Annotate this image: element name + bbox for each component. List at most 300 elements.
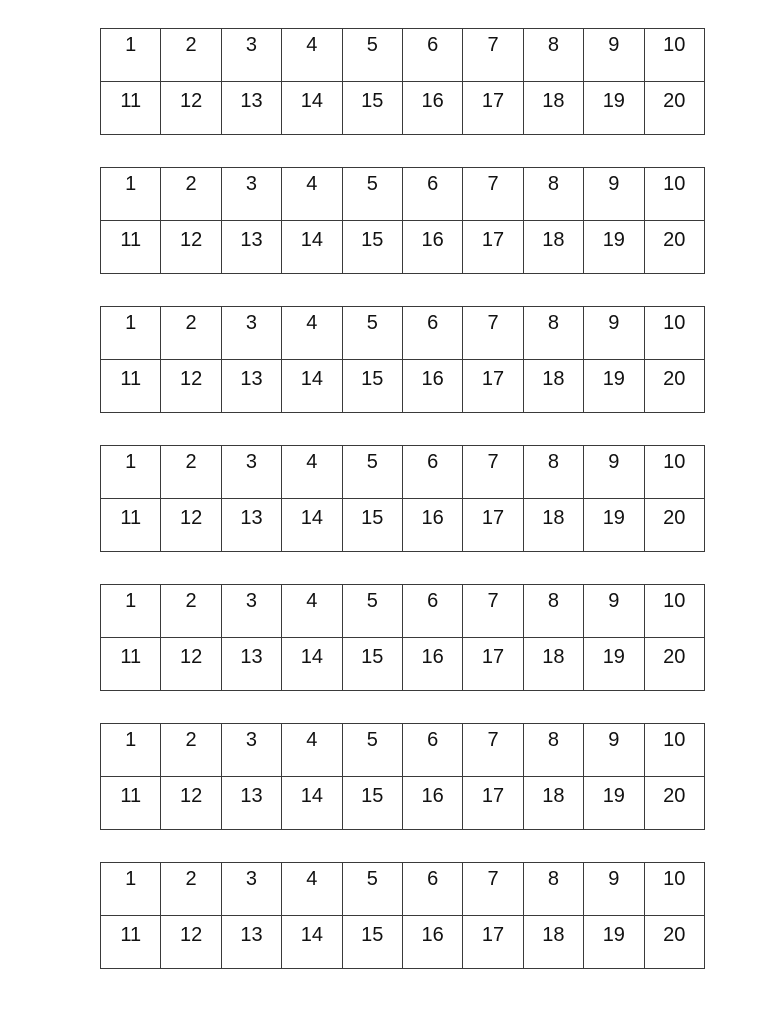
grid-cell — [402, 916, 462, 969]
grid-cell-number: 8 — [547, 729, 559, 751]
grid-cell — [644, 307, 704, 360]
grid-cell — [221, 724, 281, 777]
number-grid-3 — [100, 306, 705, 413]
grid-cell — [282, 446, 342, 499]
grid-cell — [342, 307, 402, 360]
grid-cell — [161, 863, 221, 916]
grid-cell — [282, 360, 342, 413]
grid-cell — [161, 29, 221, 82]
grid-cell — [101, 29, 161, 82]
grid-cell-number: 19 — [602, 229, 625, 251]
grid-cell-number: 5 — [366, 173, 378, 195]
grid-cell — [402, 585, 462, 638]
grid-cell — [463, 82, 523, 135]
grid-cell — [523, 29, 583, 82]
grid-cell — [101, 221, 161, 274]
grid-cell-number: 16 — [421, 507, 444, 529]
grid-cell — [101, 360, 161, 413]
grid-cell — [584, 777, 644, 830]
grid-cell — [282, 724, 342, 777]
grid-cell-number: 6 — [427, 312, 439, 334]
grid-cell — [221, 777, 281, 830]
grid-cell — [523, 360, 583, 413]
grid-row — [101, 360, 705, 413]
number-grid-2 — [100, 167, 705, 274]
grid-cell-number: 7 — [487, 868, 499, 890]
grid-cell — [644, 446, 704, 499]
grid-cell-number: 20 — [663, 507, 686, 529]
grid-cell — [282, 82, 342, 135]
grid-cell-number: 20 — [663, 229, 686, 251]
grid-cell-number: 2 — [185, 173, 197, 195]
grid-cell — [221, 360, 281, 413]
grid-cell — [644, 638, 704, 691]
grid-cell-number: 6 — [427, 34, 439, 56]
grid-cell-number: 5 — [366, 868, 378, 890]
grid-cell-number: 14 — [300, 646, 323, 668]
grid-cell-number: 11 — [120, 646, 142, 668]
grid-cell — [342, 585, 402, 638]
grid-cell-number: 18 — [542, 368, 565, 390]
grid-cell — [644, 29, 704, 82]
grid-cell-number: 9 — [608, 34, 620, 56]
grid-cell — [342, 446, 402, 499]
grid-cell-number: 19 — [602, 785, 625, 807]
grid-cell-number: 6 — [427, 173, 439, 195]
grid-cell-number: 13 — [240, 507, 263, 529]
grid-cell — [101, 638, 161, 691]
grid-cell-number: 3 — [245, 34, 258, 56]
grid-cell-number: 12 — [179, 368, 203, 390]
grid-row — [101, 585, 705, 638]
grid-cell — [282, 863, 342, 916]
grid-cell — [342, 863, 402, 916]
grid-cell-number: 15 — [361, 229, 384, 251]
grid-cell — [342, 29, 402, 82]
grid-cell-number: 11 — [120, 924, 142, 946]
grid-cell-number: 12 — [179, 785, 203, 807]
grid-cell — [342, 168, 402, 221]
grid-cell-number: 13 — [240, 646, 263, 668]
grid-cell — [523, 777, 583, 830]
grid-cell — [523, 168, 583, 221]
grid-cell — [101, 916, 161, 969]
grid-cell — [463, 724, 523, 777]
grid-cell — [161, 777, 221, 830]
grid-cell-number: 4 — [306, 590, 318, 612]
grid-cell-number: 14 — [300, 90, 323, 112]
grid-cell-number: 2 — [185, 34, 197, 56]
grid-cell-number: 20 — [663, 90, 686, 112]
grid-cell — [402, 499, 462, 552]
grid-cell-number: 1 — [125, 451, 137, 473]
grid-cell-number: 16 — [421, 924, 444, 946]
grid-cell — [463, 360, 523, 413]
grid-cell — [342, 777, 402, 830]
grid-cell-number: 19 — [602, 646, 625, 668]
grid-cell-number: 1 — [125, 590, 137, 612]
grid-cell — [644, 916, 704, 969]
grid-cell-number: 5 — [366, 729, 378, 751]
grid-cell-number: 19 — [602, 90, 625, 112]
number-grid-7 — [100, 862, 705, 969]
grid-cell — [342, 916, 402, 969]
grid-cell-number: 6 — [427, 868, 439, 890]
grid-cell-number: 19 — [602, 507, 625, 529]
grid-cell-number: 9 — [608, 312, 620, 334]
grid-cell — [463, 777, 523, 830]
grid-cell — [282, 29, 342, 82]
grid-cell-number: 11 — [120, 507, 142, 529]
grid-cell-number: 4 — [306, 729, 318, 751]
grid-cell-number: 20 — [663, 646, 686, 668]
number-grid-1 — [100, 28, 705, 135]
grid-cell — [644, 585, 704, 638]
grid-cell-number: 10 — [663, 729, 686, 751]
grid-cell — [402, 446, 462, 499]
grid-cell-number: 10 — [663, 451, 686, 473]
grid-cell — [161, 724, 221, 777]
grid-cell — [161, 638, 221, 691]
grid-cell — [161, 307, 221, 360]
grid-cell-number: 13 — [240, 368, 263, 390]
grid-cell — [644, 221, 704, 274]
grid-cell — [282, 307, 342, 360]
grid-cell — [523, 82, 583, 135]
grid-cell — [101, 446, 161, 499]
grid-cell — [463, 446, 523, 499]
grid-cell — [523, 446, 583, 499]
grid-cell-number: 2 — [185, 451, 197, 473]
grid-cell-number: 16 — [421, 368, 444, 390]
grid-cell — [101, 585, 161, 638]
grid-cell-number: 9 — [608, 173, 620, 195]
grid-cell — [402, 638, 462, 691]
grid-cell — [584, 168, 644, 221]
grid-cell — [584, 221, 644, 274]
grid-cell — [101, 168, 161, 221]
grid-cell — [221, 168, 281, 221]
grid-cell — [584, 724, 644, 777]
grid-cell-number: 7 — [487, 173, 499, 195]
grid-cell — [584, 446, 644, 499]
grid-row — [101, 777, 705, 830]
grid-cell-number: 14 — [300, 785, 323, 807]
grid-row — [101, 863, 705, 916]
grid-cell-number: 18 — [542, 924, 565, 946]
grid-cell-number: 8 — [547, 451, 559, 473]
grid-cell-number: 17 — [481, 507, 505, 529]
grid-cell — [282, 777, 342, 830]
grid-cell-number: 11 — [120, 785, 142, 807]
grid-cell-number: 17 — [481, 785, 505, 807]
grid-cell — [463, 29, 523, 82]
grid-cell-number: 15 — [361, 785, 384, 807]
grid-cell — [523, 916, 583, 969]
grid-cell-number: 1 — [125, 34, 137, 56]
grid-cell — [644, 777, 704, 830]
grid-cell — [644, 499, 704, 552]
grid-cell-number: 5 — [366, 312, 378, 334]
grid-cell — [161, 446, 221, 499]
grid-cell-number: 15 — [361, 368, 384, 390]
grid-cell — [463, 863, 523, 916]
grid-cell — [402, 221, 462, 274]
grid-cell — [221, 638, 281, 691]
grid-cell — [101, 777, 161, 830]
grid-cell — [402, 777, 462, 830]
grid-cell — [402, 863, 462, 916]
grid-cell — [221, 916, 281, 969]
grid-cell — [523, 724, 583, 777]
grid-cell-number: 20 — [663, 924, 686, 946]
grid-cell — [221, 221, 281, 274]
grid-cell-number: 18 — [542, 785, 565, 807]
grid-cell-number: 4 — [306, 173, 318, 195]
grid-cell-number: 16 — [421, 785, 444, 807]
grid-cell-number: 11 — [120, 229, 142, 251]
grid-cell-number: 16 — [421, 90, 444, 112]
grid-cell-number: 3 — [245, 173, 258, 195]
grid-cell-number: 15 — [361, 924, 384, 946]
grid-cell — [584, 638, 644, 691]
grid-cell-number: 12 — [179, 646, 203, 668]
grid-cell — [644, 360, 704, 413]
grid-cell-number: 17 — [481, 229, 505, 251]
grid-cell — [161, 499, 221, 552]
grid-cell-number: 2 — [185, 590, 197, 612]
grid-cell-number: 15 — [361, 507, 384, 529]
grid-cell-number: 13 — [240, 924, 263, 946]
grid-cell-number: 6 — [427, 729, 439, 751]
grid-cell-number: 1 — [125, 173, 137, 195]
grid-cell — [584, 585, 644, 638]
grid-cell-number: 5 — [366, 451, 378, 473]
grid-cell-number: 18 — [542, 90, 565, 112]
grid-row — [101, 82, 705, 135]
grid-cell — [161, 585, 221, 638]
grid-cell-number: 11 — [120, 368, 142, 390]
grid-row — [101, 29, 705, 82]
grid-cell-number: 7 — [487, 590, 499, 612]
grid-cell-number: 15 — [361, 646, 384, 668]
grid-cell — [282, 499, 342, 552]
grid-cell-number: 13 — [240, 90, 263, 112]
grid-cell-number: 11 — [120, 90, 142, 112]
number-grid-6 — [100, 723, 705, 830]
grid-cell — [402, 360, 462, 413]
grid-cell-number: 5 — [366, 34, 378, 56]
grid-cell — [463, 221, 523, 274]
grid-cell — [221, 446, 281, 499]
grid-cell-number: 1 — [125, 868, 137, 890]
grid-cell-number: 18 — [542, 646, 565, 668]
grid-cell-number: 10 — [663, 590, 686, 612]
grid-cell-number: 6 — [427, 590, 439, 612]
grid-cell-number: 2 — [185, 312, 197, 334]
grid-cell-number: 14 — [300, 229, 323, 251]
grid-cell-number: 3 — [245, 312, 258, 334]
grid-cell — [342, 638, 402, 691]
grid-cell — [644, 82, 704, 135]
grid-cell-number: 12 — [179, 229, 203, 251]
grid-cell-number: 10 — [663, 312, 686, 334]
grid-cell — [402, 724, 462, 777]
grid-cell-number: 14 — [300, 507, 323, 529]
grid-cell — [463, 307, 523, 360]
grid-cell-number: 15 — [361, 90, 384, 112]
grid-cell-number: 14 — [300, 368, 323, 390]
grid-cell-number: 10 — [663, 34, 686, 56]
grid-cell-number: 7 — [487, 312, 499, 334]
grid-row — [101, 307, 705, 360]
grid-cell — [402, 307, 462, 360]
grid-cell — [523, 499, 583, 552]
grid-cell-number: 19 — [602, 924, 625, 946]
grid-cell — [402, 82, 462, 135]
grid-cell-number: 2 — [185, 868, 197, 890]
grid-cell-number: 3 — [245, 868, 258, 890]
grid-cell-number: 17 — [481, 90, 505, 112]
grid-cell-number: 12 — [179, 90, 203, 112]
grid-cell-number: 2 — [185, 729, 197, 751]
grid-cell-number: 7 — [487, 34, 499, 56]
grid-cell — [282, 221, 342, 274]
grid-cell-number: 8 — [547, 34, 559, 56]
grid-cell — [221, 307, 281, 360]
grid-cell — [342, 221, 402, 274]
grid-cell — [221, 863, 281, 916]
grid-cell — [523, 638, 583, 691]
grid-cell-number: 20 — [663, 368, 686, 390]
grid-cell — [101, 82, 161, 135]
grid-cell — [282, 916, 342, 969]
grid-cell — [342, 82, 402, 135]
grid-cell — [463, 638, 523, 691]
grid-cell-number: 3 — [245, 729, 258, 751]
grid-cell-number: 8 — [547, 312, 559, 334]
grid-cell-number: 1 — [125, 729, 137, 751]
grid-cell-number: 8 — [547, 868, 559, 890]
grid-cell — [101, 307, 161, 360]
grid-cell-number: 18 — [542, 229, 565, 251]
grid-cell — [523, 863, 583, 916]
grid-cell — [101, 499, 161, 552]
grid-cell — [221, 82, 281, 135]
grid-cell — [282, 585, 342, 638]
grid-row — [101, 916, 705, 969]
grid-cell-number: 14 — [300, 924, 323, 946]
grid-cell — [342, 724, 402, 777]
grid-cell-number: 20 — [663, 785, 686, 807]
grid-cell — [523, 221, 583, 274]
grid-cell — [161, 168, 221, 221]
grid-cell-number: 10 — [663, 173, 686, 195]
grid-cell — [584, 916, 644, 969]
grid-cell — [584, 499, 644, 552]
grid-cell-number: 7 — [487, 451, 499, 473]
grid-cell-number: 9 — [608, 868, 620, 890]
grid-cell — [402, 168, 462, 221]
grid-cell-number: 9 — [608, 451, 620, 473]
grid-row — [101, 724, 705, 777]
grid-row — [101, 221, 705, 274]
grid-cell-number: 3 — [245, 451, 258, 473]
grid-cell-number: 19 — [602, 368, 625, 390]
grid-cell — [584, 360, 644, 413]
grid-cell — [584, 307, 644, 360]
grid-cell — [342, 499, 402, 552]
grid-cell-number: 16 — [421, 229, 444, 251]
grid-cell-number: 10 — [663, 868, 686, 890]
grid-cell — [161, 221, 221, 274]
grid-cell — [463, 168, 523, 221]
grid-cell — [161, 360, 221, 413]
grid-row — [101, 168, 705, 221]
grid-cell — [282, 168, 342, 221]
grid-row — [101, 638, 705, 691]
grid-cell — [221, 499, 281, 552]
grid-cell — [161, 82, 221, 135]
grid-cell-number: 12 — [179, 924, 203, 946]
grid-cell — [101, 724, 161, 777]
grid-cell-number: 4 — [306, 312, 318, 334]
grid-cell — [282, 638, 342, 691]
grid-cell-number: 16 — [421, 646, 444, 668]
grid-cell — [221, 29, 281, 82]
grid-cell-number: 9 — [608, 590, 620, 612]
grid-cell — [342, 360, 402, 413]
grid-cell — [584, 863, 644, 916]
grid-cell-number: 9 — [608, 729, 620, 751]
grid-row — [101, 446, 705, 499]
grid-cell — [101, 863, 161, 916]
grid-cell-number: 17 — [481, 646, 505, 668]
grid-cell-number: 5 — [366, 590, 378, 612]
grid-cell-number: 12 — [179, 507, 203, 529]
grid-cell — [161, 916, 221, 969]
grid-cell — [644, 724, 704, 777]
grid-cell — [463, 585, 523, 638]
grid-cell — [463, 499, 523, 552]
grid-cell-number: 17 — [481, 924, 505, 946]
grid-cell-number: 17 — [481, 368, 505, 390]
grid-cell-number: 4 — [306, 868, 318, 890]
grid-cell-number: 7 — [487, 729, 499, 751]
grid-cell — [584, 82, 644, 135]
grid-cell-number: 18 — [542, 507, 565, 529]
grid-cell-number: 1 — [125, 312, 137, 334]
grid-cell-number: 4 — [306, 451, 318, 473]
grid-cell-number: 4 — [306, 34, 318, 56]
grid-cell — [402, 29, 462, 82]
grid-cell — [523, 307, 583, 360]
grid-cell — [644, 168, 704, 221]
grid-cell-number: 8 — [547, 173, 559, 195]
grid-cell-number: 6 — [427, 451, 439, 473]
grid-cell — [644, 863, 704, 916]
grid-cell — [584, 29, 644, 82]
number-grid-5 — [100, 584, 705, 691]
grid-cell-number: 8 — [547, 590, 559, 612]
number-grid-4 — [100, 445, 705, 552]
grid-cell-number: 13 — [240, 785, 263, 807]
grid-cell-number: 3 — [245, 590, 258, 612]
grid-row — [101, 499, 705, 552]
grid-cell — [463, 916, 523, 969]
grid-cell — [221, 585, 281, 638]
grid-cell-number: 13 — [240, 229, 263, 251]
